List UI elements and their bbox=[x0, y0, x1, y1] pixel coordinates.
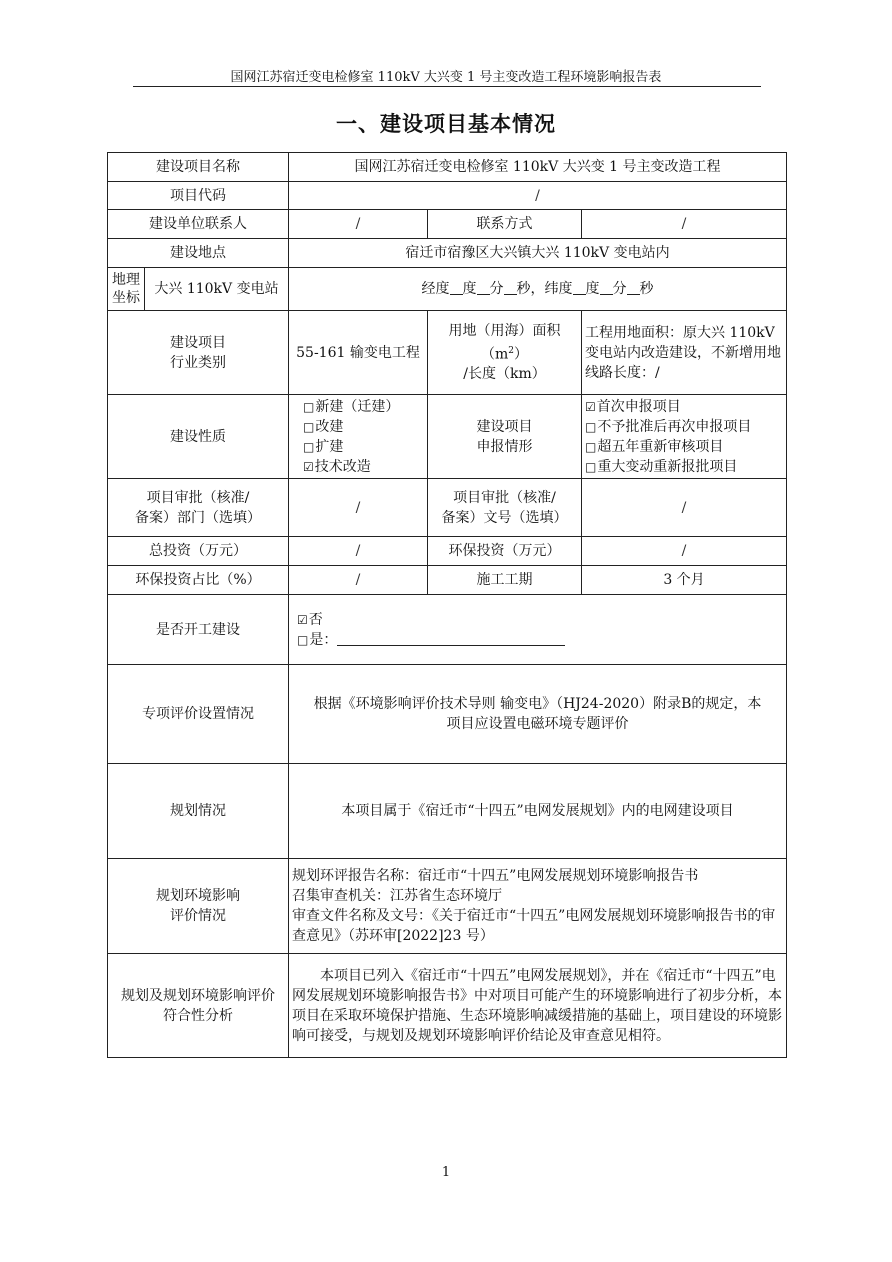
empty-box-icon: □ bbox=[303, 439, 315, 454]
section-title: 一、建设项目基本情况 bbox=[336, 112, 556, 136]
row-nature bbox=[108, 395, 787, 479]
option-item bbox=[303, 417, 424, 437]
label-project-code: 项目代码 bbox=[108, 182, 289, 210]
running-header: 国网江苏宿迁变电检修室 110kV 大兴变 1 号主变改造工程环境影响报告表 bbox=[230, 70, 662, 85]
option-item bbox=[585, 397, 783, 417]
option-item bbox=[303, 397, 424, 417]
option-item bbox=[585, 437, 783, 457]
checked-box-icon: ☑ bbox=[303, 459, 314, 474]
row-started bbox=[108, 595, 787, 665]
label-planning-eia: 规划环境影响 评价情况 bbox=[108, 859, 289, 954]
label-construction-period: 施工工期 bbox=[428, 566, 582, 595]
checked-box-icon: ☑ bbox=[585, 399, 596, 414]
value-coordinates: 经度 度 分 秒，纬度 度 分 秒 bbox=[289, 268, 787, 311]
value-compliance: 本项目已列入《宿迁市“十四五”电网发展规划》，并在《宿迁市“十四五”电网发展规划环境影响报告书》中对项目可能产生的环境影响进行了初步分析，本项目在采取环境保护措施、生态环境影响减缓措施的基础上，项目建设的环境影响可接受，与规划及规划环境影响评价结论及审查意见相符。 bbox=[289, 954, 787, 1058]
row-planning bbox=[108, 764, 787, 859]
option-item bbox=[303, 457, 424, 477]
label-special-eval: 专项评价设置情况 bbox=[108, 665, 289, 764]
option-item bbox=[303, 437, 424, 457]
nature-options bbox=[289, 395, 428, 479]
filing-type-options bbox=[582, 395, 787, 479]
value-contact-method: / bbox=[582, 210, 787, 239]
empty-box-icon: □ bbox=[303, 419, 315, 434]
value-env-investment: / bbox=[582, 537, 787, 566]
option-label: 技术改造 bbox=[314, 458, 371, 475]
value-contact-person: / bbox=[289, 210, 428, 239]
row-coordinates bbox=[108, 268, 787, 311]
label-approval-dept: 项目审批（核准/ 备案）部门（选填） bbox=[108, 479, 289, 537]
value-planning-eia: 规划环评报告名称：宿迁市“十四五”电网发展规划环境影响报告书 召集审查机关：江苏省生态环境厅 审查文件名称及文号：《关于宿迁市“十四五”电网发展规划环境影响报告书的审查意见》（苏环审[2022]23 号） bbox=[289, 859, 787, 954]
label-filing-type: 建设项目 申报情形 bbox=[428, 395, 582, 479]
label-env-ratio: 环保投资占比（%） bbox=[108, 566, 289, 595]
project-info-table bbox=[107, 152, 787, 1058]
row-special-eval bbox=[108, 665, 787, 764]
value-land-area: 工程用地面积：原大兴 110kV 变电站内改造建设，不新增用地 线路长度：/ bbox=[582, 311, 787, 395]
row-approval bbox=[108, 479, 787, 537]
row-industry bbox=[108, 311, 787, 395]
label-contact-person: 建设单位联系人 bbox=[108, 210, 289, 239]
value-special-eval: 根据《环境影响评价技术导则 输变电》（HJ24-2020）附录B的规定，本 项目应设置电磁环境专题评价 bbox=[289, 665, 787, 764]
header-rule bbox=[133, 86, 761, 87]
value-project-code: / bbox=[289, 182, 787, 210]
empty-box-icon: □ bbox=[585, 439, 597, 454]
label-approval-number: 项目审批（核准/ 备案）文号（选填） bbox=[428, 479, 582, 537]
option-item bbox=[585, 417, 783, 437]
value-project-name: 国网江苏宿迁变电检修室 110kV 大兴变 1 号主变改造工程 bbox=[289, 153, 787, 182]
row-project-name bbox=[108, 153, 787, 182]
empty-box-icon: □ bbox=[585, 459, 597, 474]
empty-box-icon: □ bbox=[297, 632, 309, 647]
row-project-code bbox=[108, 182, 787, 210]
value-total-investment: / bbox=[289, 537, 428, 566]
label-started: 是否开工建设 bbox=[108, 595, 289, 665]
row-location bbox=[108, 239, 787, 268]
empty-box-icon: □ bbox=[303, 399, 315, 414]
row-contact bbox=[108, 210, 787, 239]
label-compliance: 规划及规划环境影响评价 符合性分析 bbox=[108, 954, 289, 1058]
label-coordinates: 地理坐标 bbox=[108, 268, 145, 310]
option-label: 扩建 bbox=[315, 438, 344, 455]
value-planning: 本项目属于《宿迁市“十四五”电网发展规划》内的电网建设项目 bbox=[289, 764, 787, 859]
option-label: 新建（迁建） bbox=[315, 398, 400, 415]
value-construction-period: 3 个月 bbox=[582, 566, 787, 595]
label-planning: 规划情况 bbox=[108, 764, 289, 859]
value-location: 宿迁市宿豫区大兴镇大兴 110kV 变电站内 bbox=[289, 239, 787, 268]
label-land-area: 用地（用海）面积$(m^2)$ /长度（km） bbox=[428, 311, 582, 395]
label-project-name: 建设项目名称 bbox=[108, 153, 289, 182]
label-industry: 建设项目 行业类别 bbox=[108, 311, 289, 395]
row-compliance bbox=[108, 954, 787, 1058]
option-label: 重大变动重新报批项目 bbox=[597, 458, 738, 475]
empty-box-icon: □ bbox=[585, 419, 597, 434]
row-planning-eia bbox=[108, 859, 787, 954]
label-env-investment: 环保投资（万元） bbox=[428, 537, 582, 566]
option-label: 改建 bbox=[315, 418, 344, 435]
value-started: ☑否 □是： bbox=[289, 595, 787, 665]
checked-box-icon: ☑ bbox=[297, 612, 308, 627]
row-investment bbox=[108, 537, 787, 566]
option-label: 超五年重新审核项目 bbox=[597, 438, 724, 455]
label-total-investment: 总投资（万元） bbox=[108, 537, 289, 566]
option-item bbox=[585, 457, 783, 477]
label-location: 建设地点 bbox=[108, 239, 289, 268]
value-approval-number: / bbox=[582, 479, 787, 537]
coordinates-site: 大兴 110kV 变电站 bbox=[154, 281, 279, 297]
page-number: 1 bbox=[441, 1165, 451, 1180]
label-nature: 建设性质 bbox=[108, 395, 289, 479]
row-ratio bbox=[108, 566, 787, 595]
coordinates-label-cell bbox=[108, 268, 289, 311]
label-contact-method: 联系方式 bbox=[428, 210, 582, 239]
value-env-ratio: / bbox=[289, 566, 428, 595]
option-label: 首次申报项目 bbox=[596, 398, 681, 415]
value-industry: 55-161 输变电工程 bbox=[289, 311, 428, 395]
option-label: 不予批准后再次申报项目 bbox=[597, 418, 752, 435]
value-approval-dept: / bbox=[289, 479, 428, 537]
